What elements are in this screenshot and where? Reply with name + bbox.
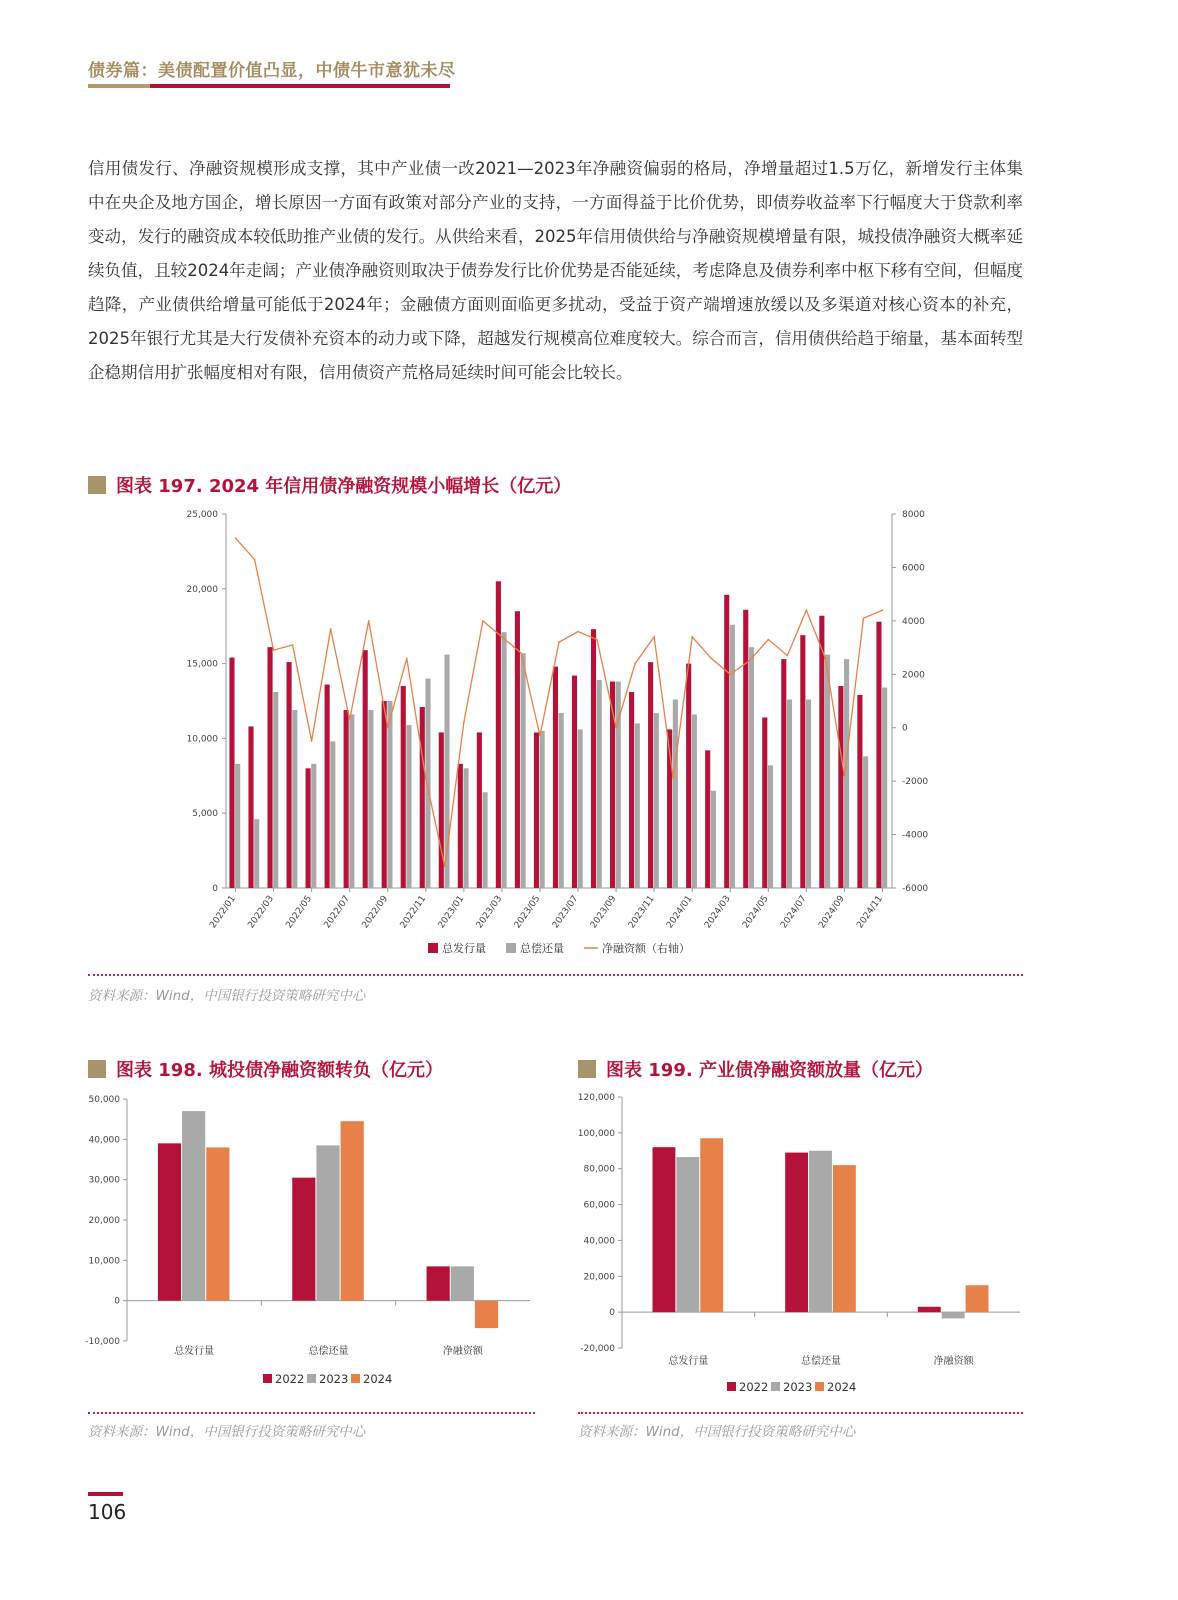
fig198-source: 资料来源：Wind，中国银行投资策略研究中心 [88,1424,366,1440]
fig197-net-financing-point [387,727,389,729]
fig197-divider [88,974,1023,976]
fig197-bar-issuance [229,658,234,888]
fig198-legend-swatch-2022 [263,1374,272,1383]
fig197-bar-repayment [330,741,335,888]
fig197-x-tick-label: 2024/03 [703,893,733,931]
fig198-title [88,1056,443,1082]
fig197-title-text: 图表 197. 2024 年信用债净融资规模小幅增长（亿元） [116,476,572,497]
fig197-x-tick-label: 2023/09 [588,893,619,931]
fig197-x-tick-label: 2023/05 [512,893,543,931]
fig197-bar-issuance [496,581,501,888]
fig197-bar-issuance [591,629,596,888]
fig197-legend-label: 总发行量 [442,942,486,955]
fig197-bar-issuance [553,667,558,888]
fig197-net-financing-point [330,628,332,630]
fig197-bar-repayment [654,713,659,888]
fig197-net-financing-point [273,649,275,651]
fig199-bar-2024 [833,1165,856,1312]
fig197-right-tick-label: 8000 [902,510,925,520]
fig199-y-tick-label: 80,000 [583,1164,615,1175]
fig197-bar-repayment [559,713,564,888]
fig197-bar-repayment [635,723,640,888]
fig197-bar-issuance [743,610,748,888]
fig198-category-label: 净融资额 [442,1346,483,1357]
fig197-bar-issuance [572,676,577,888]
fig197-bar-issuance [248,726,253,888]
fig198-legend-label: 2023 [319,1372,349,1386]
fig197-net-financing-point [501,636,503,638]
fig197-bar-repayment [787,700,792,888]
fig197-right-tick-label: 2000 [902,670,925,681]
fig199-legend-swatch-2024 [815,1382,824,1391]
fig197-bar-repayment [349,714,354,888]
fig199-category-label: 净融资额 [933,1356,974,1367]
fig197-bar-repayment [578,729,583,888]
fig197-left-tick-label: 15,000 [186,659,218,670]
fig197-x-tick-label: 2024/11 [855,893,885,931]
fig197-title [88,472,571,498]
fig197-legend-swatch-issuance [428,943,438,953]
fig199-y-tick-label: 40,000 [583,1236,615,1247]
fig197-bar-repayment [483,792,488,888]
fig199-chart [570,1086,1030,1404]
fig197-net-financing-point [292,644,294,646]
fig197-bar-issuance [420,707,425,888]
fig199-bar-2023 [676,1157,699,1312]
fig197-bar-repayment [730,625,735,888]
fig199-y-tick-label: 120,000 [577,1093,615,1103]
fig197-left-tick-label: 10,000 [186,734,218,745]
fig197-net-financing-point [577,631,579,633]
fig197-bar-issuance [515,611,520,888]
fig197-net-financing-point [406,657,408,659]
fig198-y-tick-label: 50,000 [88,1095,120,1105]
fig197-left-tick-label: 25,000 [186,510,218,520]
fig197-right-tick-label: -6000 [902,884,929,894]
fig197-net-financing-point [672,778,674,780]
fig199-bar-2022 [785,1153,808,1313]
fig197-bar-issuance [876,622,881,888]
fig197-x-tick-label: 2024/07 [779,893,809,931]
fig197-net-financing-point [863,617,865,619]
fig198-bar-2022 [427,1266,450,1300]
fig199-legend-swatch-2022 [727,1382,736,1391]
fig198-y-tick-label: 0 [114,1296,120,1307]
fig197-bar-issuance [781,659,786,888]
fig199-category-label: 总偿还量 [801,1356,841,1367]
fig197-bar-issuance [382,701,387,888]
fig197-right-tick-label: -2000 [902,777,929,788]
fig197-net-financing-point [882,609,884,611]
fig198-title-marker [88,1060,106,1078]
fig198-bar-2024 [341,1121,364,1300]
fig197-net-financing-point [691,636,693,638]
fig197-bar-issuance [306,768,311,888]
fig197-bar-repayment [540,731,545,888]
header-rule-gold [88,84,150,88]
fig197-bar-repayment [768,765,773,888]
fig199-bar-2024 [966,1285,989,1312]
fig198-y-tick-label: 30,000 [88,1175,120,1186]
fig197-right-tick-label: 6000 [902,563,925,574]
page-number: 106 [88,1500,127,1524]
fig197-x-tick-label: 2022/03 [246,893,277,931]
fig197-x-tick-label: 2023/01 [436,893,467,931]
fig197-bar-repayment [311,764,316,888]
fig198-legend-label: 2022 [275,1372,305,1386]
fig197-net-financing-point [425,778,427,780]
fig197-net-financing-point [520,652,522,654]
fig198-bar-2023 [451,1266,474,1300]
fig197-x-tick-label: 2023/03 [474,893,505,931]
fig197-bar-repayment [711,791,716,888]
fig197-net-financing-point [235,537,237,539]
fig197-net-financing-point [463,722,465,724]
fig197-source: 资料来源：Wind，中国银行投资策略研究中心 [88,988,366,1004]
fig197-bar-issuance [477,732,482,888]
fig198-bar-2023 [316,1145,339,1300]
fig198-category-label: 总发行量 [174,1346,215,1357]
fig198-bar-2024 [475,1301,498,1328]
fig197-bar-repayment [825,655,830,888]
fig198-category-label: 总偿还量 [308,1346,349,1357]
fig198-y-tick-label: 10,000 [88,1256,120,1267]
fig197-right-tick-label: 0 [902,723,908,734]
fig197-bar-issuance [401,686,406,888]
fig197-bar-repayment [235,764,240,888]
fig197-left-tick-label: 20,000 [186,584,218,595]
fig197-bar-issuance [287,662,292,888]
fig197-bar-issuance [267,647,272,888]
fig198-bar-2022 [292,1178,315,1301]
fig197-bar-issuance [857,695,862,888]
fig197-bar-issuance [439,732,444,888]
fig197-title-marker [88,476,106,494]
fig197-x-tick-label: 2024/01 [665,893,695,931]
page-header-title: 债券篇：美债配置价值凸显，中债牛市意犹未尽 [88,61,456,81]
fig198-y-tick-label: 40,000 [88,1135,120,1146]
fig197-bar-issuance [534,732,539,888]
fig197-net-financing-point [729,673,731,675]
header-rule-red [150,84,450,88]
fig197-x-tick-label: 2022/01 [208,893,238,931]
fig197-bar-repayment [597,680,602,888]
fig197-net-financing-point [825,657,827,659]
fig197-bar-repayment [254,819,259,888]
fig197-bar-issuance [762,717,767,888]
fig198-title-text: 图表 198. 城投债净融资额转负（亿元） [116,1060,443,1081]
fig198-bar-2024 [206,1147,229,1300]
fig197-bar-repayment [863,756,868,888]
fig197-net-financing-point [311,740,313,742]
fig197-net-financing-point [615,727,617,729]
fig197-bar-repayment [692,714,697,888]
fig197-net-financing-point [368,620,370,622]
fig197-net-financing-point [349,719,351,721]
fig197-legend-label: 总偿还量 [520,942,564,955]
fig199-bar-2022 [918,1307,941,1312]
fig198-y-tick-label: -10,000 [85,1337,120,1347]
fig197-net-financing-point [539,735,541,737]
fig197-net-financing-point [596,639,598,641]
fig198-legend-swatch-2023 [307,1374,316,1383]
fig197-x-tick-label: 2022/09 [360,893,391,931]
fig197-bar-repayment [292,710,297,888]
fig199-title [578,1056,933,1082]
fig197-chart [170,500,950,970]
fig197-bar-issuance [325,685,330,888]
fig197-bar-repayment [406,725,411,888]
fig197-bar-repayment [368,710,373,888]
fig197-bar-repayment [749,647,754,888]
fig197-net-financing-point [482,620,484,622]
fig197-net-financing-point [254,559,256,561]
fig197-bar-repayment [387,701,392,888]
fig197-bar-issuance [705,750,710,888]
fig197-bar-issuance [363,650,368,888]
fig197-net-financing-point [558,641,560,643]
fig197-net-financing-point [710,657,712,659]
fig197-net-financing-point [844,775,846,777]
fig199-bar-2024 [700,1138,723,1312]
fig197-bar-repayment [673,700,678,888]
fig197-x-tick-label: 2022/07 [322,893,353,931]
fig199-title-text: 图表 199. 产业债净融资额放量（亿元） [606,1060,933,1081]
fig197-net-financing-point [634,663,636,665]
fig197-x-tick-label: 2024/09 [817,893,847,931]
fig197-bar-issuance [458,764,463,888]
fig197-x-tick-label: 2022/05 [284,893,315,931]
fig199-bar-2022 [653,1147,676,1312]
fig198-legend-swatch-2024 [351,1374,360,1383]
fig199-bar-2023 [809,1151,832,1312]
fig199-divider [578,1412,1023,1414]
fig197-bar-repayment [273,692,278,888]
fig199-legend-swatch-2023 [771,1382,780,1391]
fig197-net-financing-point [768,639,770,641]
fig199-legend-label: 2023 [783,1380,813,1394]
fig199-source: 资料来源：Wind，中国银行投资策略研究中心 [578,1424,856,1440]
fig197-x-tick-label: 2023/07 [550,893,581,931]
fig198-y-tick-label: 20,000 [88,1216,120,1226]
fig197-bar-repayment [882,688,887,888]
fig197-right-tick-label: 4000 [902,616,925,627]
fig197-net-financing-point [444,866,446,868]
fig197-bar-issuance [648,662,653,888]
fig199-legend-label: 2024 [827,1380,857,1394]
body-paragraph: 信用债发行、净融资规模形成支撑，其中产业债一改2021—2023年净融资偏弱的格局，净增量超过1.5万亿，新增发行主体集中在央企及地方国企，增长原因一方面有政策对部分产业的支持，一方面得益于比价优势，即债券收益率下行幅度大于贷款利率变动，发行的融资成本较低助推产业债的发行。从供给来看，2025年信用债供给与净融资规模增量有限，城投债净融资大概率延续负值，且较2024年走阔；产业债净融资则取决于债券发行比价优势是否能延续，考虑降息及债券利率中枢下移有空间，但幅度趋降，产业债供给增量可能低于2024年；金融债方面则面临更多扰动，受益于资产端增速放缓以及多渠道对核心资本的补充，2025年银行尤其是大行发债补充资本的动力或下降，超越发行规模高位难度较大。综合而言，信用债供给趋于缩量，基本面转型企稳期信用扩张幅度相对有限，信用债资产荒格局延续时间可能会比较长。 [88,159,1023,382]
fig197-legend-label: 净融资额（右轴） [602,942,690,955]
fig197-bar-issuance [686,664,691,888]
fig197-bar-issuance [724,595,729,888]
fig198-bar-2023 [182,1111,205,1301]
fig199-y-tick-label: 0 [609,1308,615,1319]
fig197-bar-repayment [806,700,811,888]
fig199-bar-2023 [942,1312,965,1318]
fig197-bar-issuance [838,686,843,888]
fig197-bar-repayment [521,653,526,888]
fig199-y-tick-label: -20,000 [580,1344,615,1354]
fig197-left-tick-label: 5,000 [192,809,218,820]
fig197-net-financing-point [653,636,655,638]
fig197-net-financing-point [787,655,789,657]
fig199-title-marker [578,1060,596,1078]
fig197-left-tick-label: 0 [212,884,218,894]
fig198-chart [80,1086,540,1396]
fig199-legend-label: 2022 [739,1380,769,1394]
fig197-bar-issuance [629,692,634,888]
fig197-right-tick-label: -4000 [902,830,929,841]
fig197-x-tick-label: 2024/05 [741,893,771,931]
fig199-y-tick-label: 20,000 [583,1272,615,1283]
fig199-category-label: 总发行量 [668,1356,709,1367]
fig198-bar-2022 [158,1143,181,1300]
fig199-y-tick-label: 100,000 [577,1128,615,1139]
fig197-net-financing-point [748,660,750,662]
page-number-rule [88,1492,123,1496]
fig199-y-tick-label: 60,000 [583,1200,615,1211]
fig197-legend-swatch-repayment [506,943,516,953]
fig197-x-tick-label: 2023/11 [626,893,657,931]
fig197-bar-issuance [800,635,805,888]
fig197-bar-issuance [819,616,824,888]
fig197-bar-issuance [344,710,349,888]
fig197-x-tick-label: 2022/11 [398,893,429,931]
fig197-bar-repayment [463,768,468,888]
fig197-net-financing-point [806,609,808,611]
fig198-divider [88,1412,535,1414]
fig198-legend-label: 2024 [363,1372,393,1386]
fig197-bar-repayment [502,632,507,888]
